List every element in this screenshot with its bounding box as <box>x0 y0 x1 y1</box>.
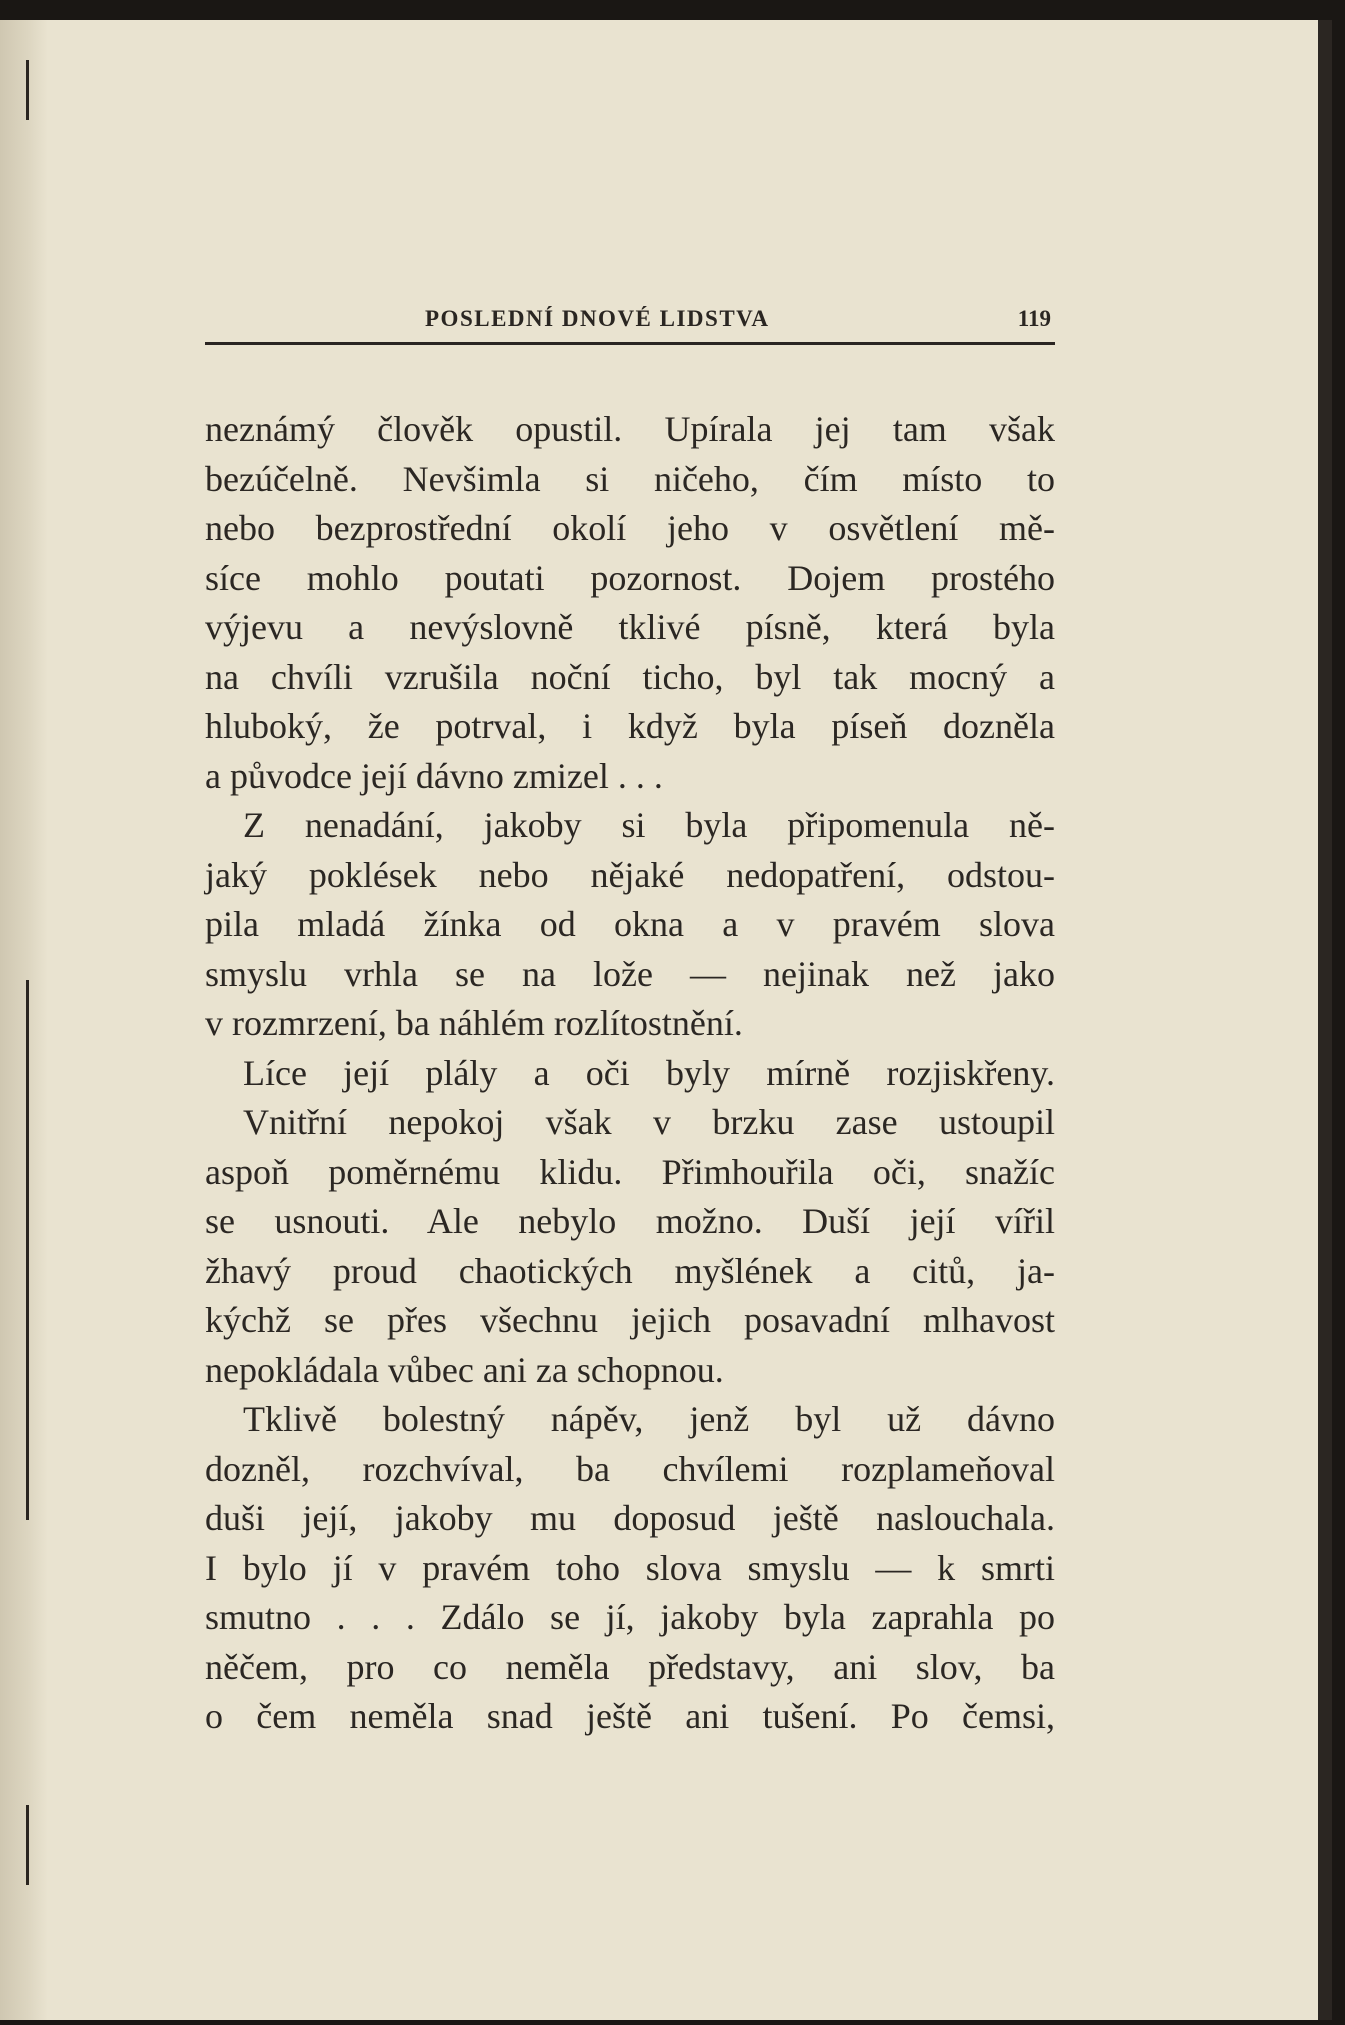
binding-mark <box>26 980 29 1520</box>
text-line: Líce její plály a oči byly mírně rozjiskřeny. <box>243 1052 1055 1093</box>
text-line: Vnitřní nepokoj však v brzku zase ustoupil <box>243 1102 1055 1142</box>
text-line: o čem neměla snad ještě ani tušení. Po čemsi, <box>205 1696 1055 1736</box>
text-line: dozněl, rozchvíval, ba chvílemi rozplameňoval <box>205 1448 1055 1489</box>
text-line: I bylo jí v pravém toho slova smyslu — k smrti <box>205 1547 1055 1588</box>
text-line: v rozmrzení, ba náhlém rozlítostnění. <box>205 1003 743 1043</box>
body-text <box>205 405 1055 1742</box>
text-line: aspoň poměrnému klidu. Přimhouřila oči, snažíc <box>205 1151 1055 1192</box>
text-line: smyslu vrhla se na lože — nejinak než jako <box>205 953 1055 994</box>
text-line: jaký poklések nebo nějaké nedopatření, odstou- <box>205 854 1055 895</box>
text-line: síce mohlo poutati pozornost. Dojem prostého <box>205 557 1055 598</box>
text-line: na chvíli vzrušila noční ticho, byl tak mocný a <box>205 656 1055 697</box>
text-line: hluboký, že potrval, i když byla píseň dozněla <box>205 706 1055 746</box>
page-number: 119 <box>1017 306 1051 331</box>
text-line: a původce její dávno zmizel . . . <box>205 755 663 796</box>
text-line: smutno . . . Zdálo se jí, jakoby byla zaprahla po <box>205 1597 1055 1637</box>
text-line: pila mladá žínka od okna a v pravém slova <box>205 904 1055 944</box>
running-head <box>205 298 1055 345</box>
text-line: kýchž se přes všechnu jejich posavadní mlhavost <box>205 1300 1055 1340</box>
binding-mark <box>26 60 29 120</box>
text-line: žhavý proud chaotických myšlének a citů, ja- <box>205 1250 1055 1291</box>
text-line: neznámý člověk opustil. Upírala jej tam však <box>205 409 1055 449</box>
text-line: nepokládala vůbec ani za schopnou. <box>205 1349 724 1390</box>
text-line: se usnouti. Ale nebylo možno. Duší její vířil <box>205 1201 1055 1241</box>
page-gutter <box>0 20 48 2020</box>
text-line: Tklivě bolestný nápěv, jenž byl už dávno <box>243 1399 1055 1439</box>
text-line: bezúčelně. Nevšimla si ničeho, čím místo to <box>205 458 1055 499</box>
text-line: něčem, pro co neměla představy, ani slov, ba <box>205 1646 1055 1687</box>
text-line: nebo bezprostřední okolí jeho v osvětlení mě- <box>205 508 1055 548</box>
book-page <box>0 20 1332 2020</box>
text-line: výjevu a nevýslovně tklivé písně, která byla <box>205 607 1055 647</box>
page-edge <box>1318 20 1332 2020</box>
text-line: Z nenadání, jakoby si byla připomenula ně- <box>243 805 1055 845</box>
running-title: POSLEDNÍ DNOVÉ LIDSTVA <box>425 306 770 331</box>
binding-mark <box>26 1805 29 1885</box>
text-line: duši její, jakoby mu doposud ještě naslouchala. <box>205 1498 1055 1538</box>
